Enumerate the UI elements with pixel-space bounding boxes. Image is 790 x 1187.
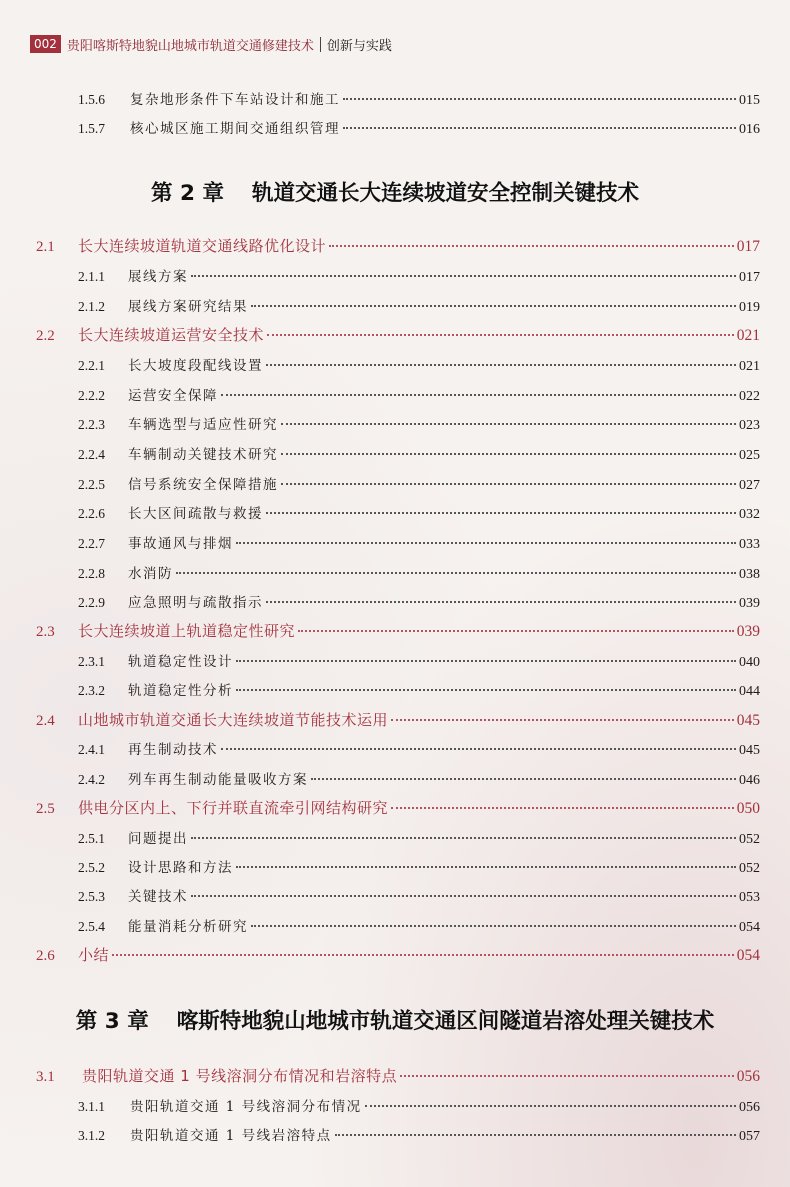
toc-section-number: 2.4 (36, 713, 55, 729)
toc-entry-title: 贵阳轨道交通 1 号线岩溶特点 (130, 1128, 332, 1144)
dot-leader (281, 453, 736, 455)
dot-leader (391, 807, 734, 809)
dot-leader (298, 630, 734, 632)
dot-leader (281, 423, 736, 425)
toc-entry-title: 应急照明与疏散指示 (128, 595, 263, 611)
toc-entry-page: 023 (739, 418, 760, 433)
toc-entry[interactable] (78, 738, 760, 759)
toc-entry-number: 2.5.1 (78, 831, 105, 846)
toc-entry-page: 025 (739, 448, 760, 463)
toc-section-number: 2.3 (36, 624, 55, 640)
toc-entry[interactable] (78, 856, 760, 877)
toc-entry-number: 2.2.9 (78, 595, 105, 610)
toc-entry-page: 038 (739, 567, 760, 582)
toc-section-page: 039 (736, 623, 760, 640)
dot-leader (236, 542, 736, 544)
dot-leader (176, 572, 736, 574)
toc-entry-title: 事故通风与排烟 (128, 536, 233, 552)
toc-entry-number: 2.1.1 (78, 269, 105, 284)
toc-entry-title: 设计思路和方法 (128, 860, 233, 876)
toc-entry[interactable] (78, 88, 760, 109)
toc-entry-page: 057 (739, 1129, 760, 1144)
dot-leader (191, 275, 736, 277)
toc-entry-number: 3.1.2 (78, 1128, 105, 1143)
toc-entry-title: 贵阳轨道交通 1 号线溶洞分布情况 (130, 1099, 362, 1115)
toc-section[interactable] (36, 944, 760, 965)
toc-entry[interactable] (78, 827, 760, 848)
toc-entry-title: 核心城区施工期间交通组织管理 (130, 121, 340, 137)
toc-section[interactable] (36, 235, 760, 256)
toc-entry[interactable] (78, 295, 760, 316)
toc-entry[interactable] (78, 768, 760, 789)
toc-entry[interactable] (78, 502, 760, 523)
dot-leader (251, 305, 736, 307)
toc-section-title: 贵阳轨道交通 1 号线溶洞分布情况和岩溶特点 (82, 1067, 398, 1085)
toc-entry-title: 关键技术 (128, 889, 188, 905)
toc-entry-page: 027 (739, 478, 760, 493)
toc-entry-title: 展线方案研究结果 (128, 299, 248, 315)
toc-entry-page: 015 (739, 93, 760, 108)
dot-leader (236, 660, 736, 662)
dot-leader (251, 925, 736, 927)
toc-entry-page: 016 (739, 122, 760, 137)
dot-leader (266, 364, 736, 366)
toc-section-page: 054 (736, 947, 760, 964)
toc-section-title: 山地城市轨道交通长大连续坡道节能技术运用 (78, 711, 389, 729)
toc-section[interactable] (36, 1065, 760, 1086)
toc-entry-page: 052 (739, 861, 760, 876)
toc-entry-title: 运营安全保障 (128, 388, 218, 404)
toc-entry[interactable] (78, 562, 760, 583)
toc-entry-number: 2.2.6 (78, 506, 105, 521)
toc-entry-page: 056 (739, 1100, 760, 1115)
toc-entry-number: 2.2.5 (78, 477, 105, 492)
dot-leader (343, 98, 736, 100)
toc-entry[interactable] (78, 915, 760, 936)
toc-entry-title: 长大区间疏散与救援 (128, 506, 263, 522)
toc-entry-page: 017 (739, 270, 760, 285)
toc-entry-number: 2.2.8 (78, 566, 105, 581)
toc-entry-number: 3.1.1 (78, 1099, 105, 1114)
toc-entry-page: 019 (739, 300, 760, 315)
dot-leader (266, 601, 736, 603)
toc-entry-number: 2.2.3 (78, 417, 105, 432)
toc-entry[interactable] (78, 265, 760, 286)
toc-entry-page: 040 (739, 655, 760, 670)
toc-entry-page: 052 (739, 832, 760, 847)
toc-entry-page: 046 (739, 773, 760, 788)
toc-section[interactable] (36, 620, 760, 641)
toc-entry-number: 2.5.2 (78, 860, 105, 875)
toc-entry[interactable] (78, 1095, 760, 1116)
dot-leader (236, 866, 736, 868)
toc-section-title: 长大连续坡道轨道交通线路优化设计 (78, 237, 327, 255)
toc-entry-page: 054 (739, 920, 760, 935)
toc-section-title: 长大连续坡道上轨道稳定性研究 (78, 622, 296, 640)
chapter-heading[interactable] (0, 1004, 790, 1035)
toc-entry-title: 展线方案 (128, 269, 188, 285)
toc-entry[interactable] (78, 885, 760, 906)
chapter-title: 轨道交通长大连续坡道安全控制关键技术 (251, 181, 639, 206)
toc-entry-title: 车辆选型与适应性研究 (128, 417, 278, 433)
toc-section-page: 045 (736, 712, 760, 729)
dot-leader (221, 394, 736, 396)
toc-entry-title: 车辆制动关键技术研究 (128, 447, 278, 463)
toc-entry-title: 问题提出 (128, 831, 188, 847)
dot-leader (329, 245, 734, 247)
toc-section-title: 小结 (78, 946, 110, 964)
toc-section[interactable] (36, 709, 760, 730)
dot-leader (335, 1134, 736, 1136)
toc-entry-title: 列车再生制动能量吸收方案 (128, 772, 308, 788)
toc-entry[interactable] (78, 679, 760, 700)
toc-entry-page: 032 (739, 507, 760, 522)
toc-section-title: 供电分区内上、下行并联直流牵引网结构研究 (78, 799, 389, 817)
toc-entry-title: 再生制动技术 (128, 742, 218, 758)
toc-section-number: 2.6 (36, 948, 55, 964)
header-book-title: 贵阳喀斯特地貌山地城市轨道交通修建技术 (66, 38, 314, 54)
toc-entry-number: 2.2.1 (78, 358, 105, 373)
dot-leader (281, 483, 736, 485)
toc-entry-title: 长大坡度段配线设置 (128, 358, 263, 374)
toc-section-page: 050 (736, 800, 760, 817)
toc-entry-title: 复杂地形条件下车站设计和施工 (130, 92, 340, 108)
toc-entry-page: 022 (739, 389, 760, 404)
toc-entry[interactable] (78, 591, 760, 612)
toc-section[interactable] (36, 324, 760, 345)
toc-entry-title: 水消防 (128, 566, 173, 582)
chapter-heading[interactable] (0, 176, 790, 207)
toc-entry-title: 能量消耗分析研究 (128, 919, 248, 935)
toc-entry-number: 2.5.3 (78, 889, 105, 904)
running-header (30, 34, 392, 54)
chapter-number: 第 3 章 (75, 1009, 149, 1034)
toc-entry-page: 044 (739, 684, 760, 699)
toc-entry-number: 2.4.1 (78, 742, 105, 757)
toc-section-page: 056 (736, 1068, 760, 1085)
dot-leader (400, 1075, 734, 1077)
toc-section-number: 2.1 (36, 239, 55, 255)
toc-entry-number: 2.3.1 (78, 654, 105, 669)
dot-leader (267, 334, 734, 336)
toc-entry-number: 2.3.2 (78, 683, 105, 698)
dot-leader (236, 689, 736, 691)
toc-entry[interactable] (78, 473, 760, 494)
toc-entry[interactable] (78, 650, 760, 671)
dot-leader (266, 512, 736, 514)
toc-entry[interactable] (78, 354, 760, 375)
toc-section-title: 长大连续坡道运营安全技术 (78, 326, 265, 344)
toc-entry-number: 2.2.7 (78, 536, 105, 551)
toc-section-number: 2.5 (36, 801, 55, 817)
toc-entry-number: 2.1.2 (78, 299, 105, 314)
toc-entry-number: 2.4.2 (78, 772, 105, 787)
dot-leader (343, 127, 736, 129)
toc-entry-number: 1.5.7 (78, 121, 105, 136)
toc-entry-page: 033 (739, 537, 760, 552)
dot-leader (391, 719, 734, 721)
toc-entry-title: 信号系统安全保障措施 (128, 477, 278, 493)
toc-entry[interactable] (78, 117, 760, 138)
chapter-title: 喀斯特地貌山地城市轨道交通区间隧道岩溶处理关键技术 (176, 1009, 715, 1034)
toc-entry-page: 053 (739, 890, 760, 905)
header-page-number: 002 (30, 35, 61, 53)
toc-section-page: 021 (736, 327, 760, 344)
dot-leader (311, 778, 736, 780)
dot-leader (112, 954, 734, 956)
toc-section-number: 2.2 (36, 328, 55, 344)
toc-entry-number: 2.2.2 (78, 388, 105, 403)
dot-leader (221, 748, 736, 750)
toc-entry-number: 2.5.4 (78, 919, 105, 934)
toc-entry[interactable] (78, 443, 760, 464)
toc-entry[interactable] (78, 384, 760, 405)
header-subtitle: 创新与实践 (326, 38, 392, 54)
toc-section-number: 3.1 (36, 1069, 55, 1085)
toc-section[interactable] (36, 797, 760, 818)
toc-entry[interactable] (78, 1124, 760, 1145)
toc-entry[interactable] (78, 413, 760, 434)
toc-entry-page: 021 (739, 359, 760, 374)
toc-section-page: 017 (736, 238, 760, 255)
toc-entry-number: 2.2.4 (78, 447, 105, 462)
toc-entry-page: 045 (739, 743, 760, 758)
dot-leader (191, 895, 736, 897)
dot-leader (365, 1105, 736, 1107)
toc-entry-number: 1.5.6 (78, 92, 105, 107)
dot-leader (191, 837, 736, 839)
toc-entry[interactable] (78, 532, 760, 553)
toc-entry-title: 轨道稳定性分析 (128, 683, 233, 699)
toc-entry-title: 轨道稳定性设计 (128, 654, 233, 670)
toc-entry-page: 039 (739, 596, 760, 611)
header-divider (320, 37, 321, 52)
chapter-number: 第 2 章 (151, 181, 224, 206)
